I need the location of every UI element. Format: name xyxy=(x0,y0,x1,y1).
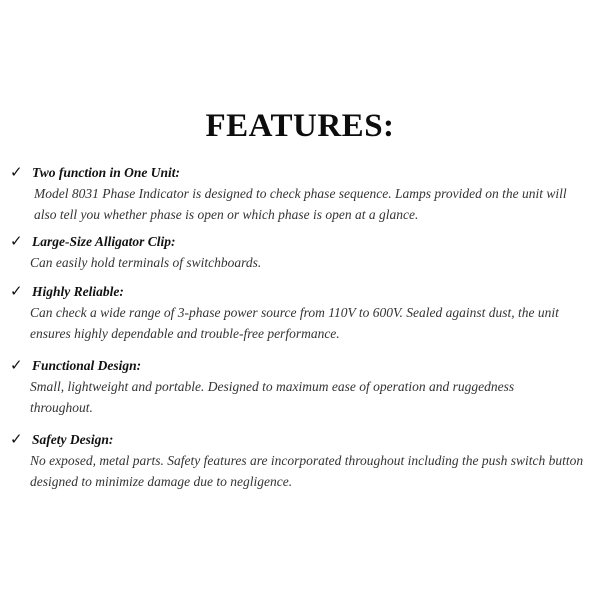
feature-description: No exposed, metal parts. Safety features are incorporated throughout including the push switch button designed to minimize damage due to negligence. xyxy=(30,453,584,489)
feature-heading: Functional Design: xyxy=(32,358,142,373)
feature-description: Small, lightweight and portable. Designed to maximum ease of operation and ruggedness throughout. xyxy=(30,379,515,415)
check-icon: ✓ xyxy=(10,430,23,448)
feature-heading: Highly Reliable: xyxy=(32,284,124,299)
feature-heading-row xyxy=(10,163,590,181)
check-icon: ✓ xyxy=(10,232,23,250)
feature-heading: Large-Size Alligator Clip: xyxy=(32,234,176,249)
feature-description: Can check a wide range of 3-phase power source from 110V to 600V. Sealed against dust, the unit ensures highly dependable and trouble-free performance. xyxy=(30,305,559,341)
feature-description: Can easily hold terminals of switchboards. xyxy=(30,255,262,270)
feature-heading: Safety Design: xyxy=(32,432,114,447)
page-title: FEATURES: xyxy=(205,108,395,144)
feature-item xyxy=(10,356,590,418)
feature-item xyxy=(10,163,590,225)
feature-heading-row xyxy=(10,430,590,448)
feature-heading-row xyxy=(10,282,590,300)
feature-item xyxy=(10,430,590,492)
check-icon: ✓ xyxy=(10,282,23,300)
feature-item xyxy=(10,282,590,344)
feature-description: Model 8031 Phase Indicator is designed to check phase sequence. Lamps provided on the unit will also tell you whether phase is open or which phase is open at a glance. xyxy=(34,186,567,222)
feature-item xyxy=(10,232,590,273)
feature-heading: Two function in One Unit: xyxy=(32,165,181,180)
check-icon: ✓ xyxy=(10,356,23,374)
feature-heading-row xyxy=(10,356,590,374)
feature-heading-row xyxy=(10,232,590,250)
check-icon: ✓ xyxy=(10,163,23,181)
